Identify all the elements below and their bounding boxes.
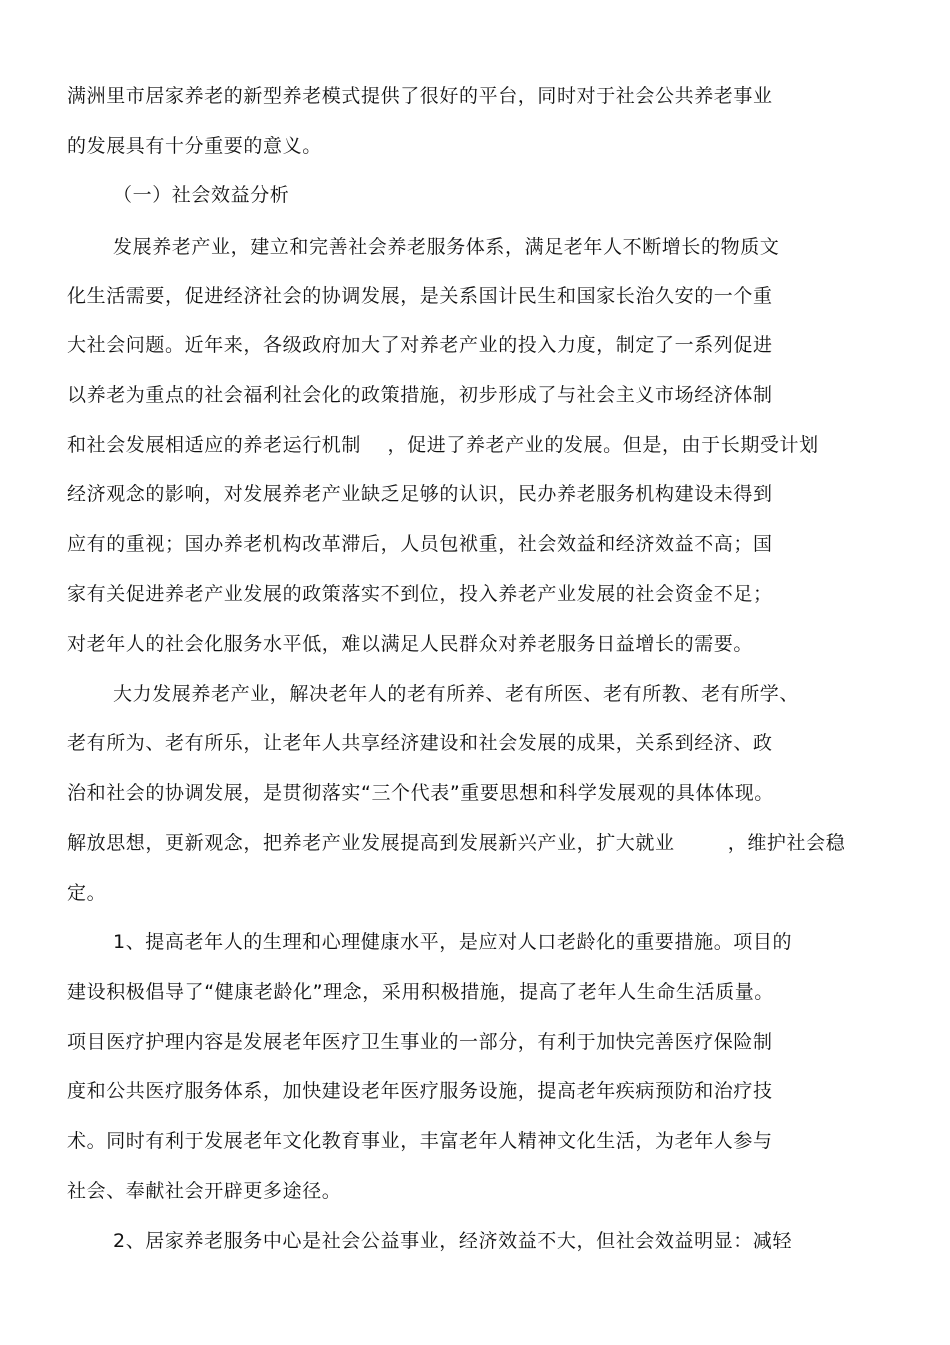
text-line-10: 应有的重视；国办养老机构改革滞后，人员包袱重，社会效益和经济效益不高；国 bbox=[67, 533, 773, 555]
text-line-4: 发展养老产业，建立和完善社会养老服务体系，满足老年人不断增长的物质文 bbox=[113, 236, 780, 258]
text-line-22: 术。同时有利于发展老年文化教育事业，丰富老年人精神文化生活，为老年人参与 bbox=[67, 1130, 773, 1152]
text-line-19: 建设积极倡导了“健康老龄化”理念，采用积极措施，提高了老年人生命生活质量。 bbox=[67, 981, 774, 1003]
text-line-12: 对老年人的社会化服务水平低，难以满足人民群众对养老服务日益增长的需要。 bbox=[67, 633, 754, 655]
text-line-23: 社会、奉献社会开辟更多途径。 bbox=[67, 1180, 342, 1202]
text-line-24: 2、居家养老服务中心是社会公益事业，经济效益不大，但社会效益明显：减轻 bbox=[113, 1230, 793, 1252]
text-line-14: 老有所为、老有所乐，让老年人共享经济建设和社会发展的成果，关系到经济、政 bbox=[67, 732, 773, 754]
section-heading: （一）社会效益分析 bbox=[113, 184, 290, 206]
text-line-11: 家有关促进养老产业发展的政策落实不到位，投入养老产业发展的社会资金不足； bbox=[67, 583, 773, 605]
text-line-6: 大社会问题。近年来，各级政府加大了对养老产业的投入力度，制定了一系列促进 bbox=[67, 334, 773, 356]
text-line-9: 经济观念的影响，对发展养老产业缺乏足够的认识，民办养老服务机构建设未得到 bbox=[67, 483, 773, 505]
text-line-17: 定。 bbox=[67, 882, 107, 904]
text-line-21: 度和公共医疗服务体系，加快建设老年医疗服务设施，提高老年疾病预防和治疗技 bbox=[67, 1080, 773, 1102]
text-line-18: 1、提高老年人的生理和心理健康水平，是应对人口老龄化的重要措施。项目的 bbox=[113, 931, 793, 953]
text-line-2: 的发展具有十分重要的意义。 bbox=[67, 135, 322, 157]
text-line-16: 解放思想，更新观念，把养老产业发展提高到发展新兴产业，扩大就业 ，维护社会稳 bbox=[67, 832, 846, 854]
text-line-1: 满洲里市居家养老的新型养老模式提供了很好的平台，同时对于社会公共养老事业 bbox=[67, 85, 773, 107]
text-line-7: 以养老为重点的社会福利社会化的政策措施，初步形成了与社会主义市场经济体制 bbox=[67, 384, 773, 406]
text-line-20: 项目医疗护理内容是发展老年医疗卫生事业的一部分，有利于加快完善医疗保险制 bbox=[67, 1031, 773, 1053]
text-line-8: 和社会发展相适应的养老运行机制 ，促进了养老产业的发展。但是，由于长期受计划 bbox=[67, 434, 819, 456]
text-line-15: 治和社会的协调发展，是贯彻落实“三个代表”重要思想和科学发展观的具体体现。 bbox=[67, 782, 774, 804]
text-line-13: 大力发展养老产业，解决老年人的老有所养、老有所医、老有所教、老有所学、 bbox=[113, 683, 800, 705]
text-line-5: 化生活需要，促进经济社会的协调发展，是关系国计民生和国家长治久安的一个重 bbox=[67, 285, 773, 307]
